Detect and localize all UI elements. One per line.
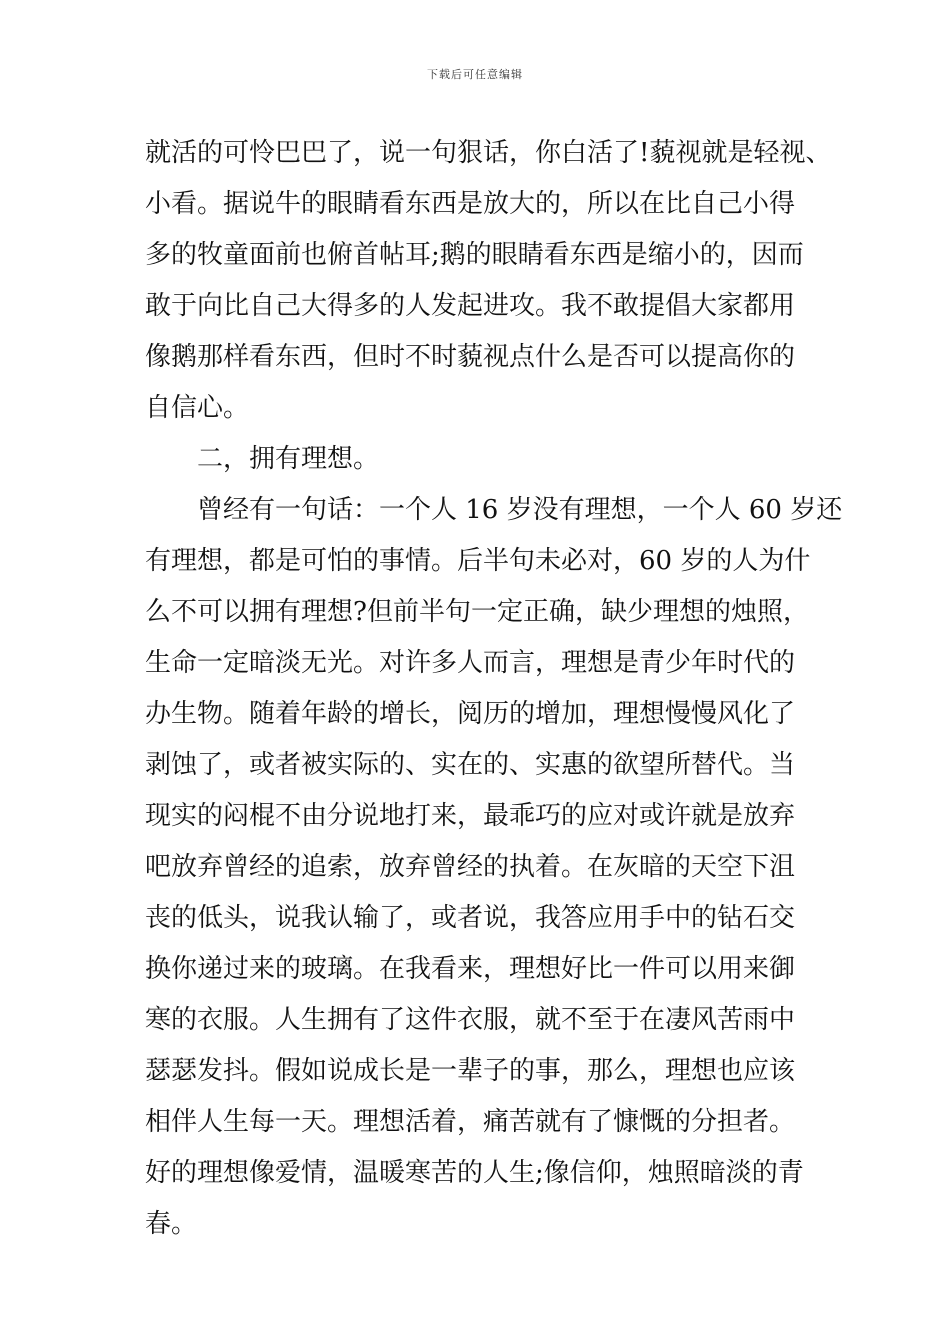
- document-body: [145, 128, 843, 1250]
- text-line: 自信心。: [145, 393, 250, 423]
- text-line: 现实的闷棍不由分说地打来，最乖巧的应对或许就是放弃: [145, 801, 796, 831]
- text-line: 小看。据说牛的眼睛看东西是放大的，所以在比自己小得: [145, 189, 796, 219]
- page-header: 下载后可任意编辑: [427, 68, 523, 81]
- section-heading: [145, 434, 810, 485]
- text-line: 丧的低头，说我认输了，或者说，我答应用手中的钻石交: [145, 903, 796, 933]
- text-line: 好的理想像爱情，温暖寒苦的人生;像信仰，烛照暗淡的青: [145, 1158, 804, 1188]
- text-line: 多的牧童面前也俯首帖耳;鹅的眼睛看东西是缩小的，因而: [145, 240, 804, 270]
- text-line: 有理想，都是可怕的事情。后半句未必对，60 岁的人为什: [145, 546, 811, 576]
- paragraph: [145, 485, 843, 1250]
- text-line: 么不可以拥有理想?但前半句一定正确，缺少理想的烛照，: [145, 597, 809, 627]
- text-line: 春。: [145, 1209, 198, 1239]
- text-line: 生命一定暗淡无光。对许多人而言，理想是青少年时代的: [145, 648, 796, 678]
- text-line: 敢于向比自己大得多的人发起进攻。我不敢提倡大家都用: [145, 291, 796, 321]
- text-line: 像鹅那样看东西，但时不时藐视点什么是否可以提高你的: [145, 342, 796, 372]
- paragraph: [145, 128, 832, 434]
- text-line: 瑟瑟发抖。假如说成长是一辈子的事，那么，理想也应该: [145, 1056, 796, 1086]
- text-line: 剥蚀了，或者被实际的、实在的、实惠的欲望所替代。当: [145, 750, 796, 780]
- text-line: 寒的衣服。人生拥有了这件衣服，就不至于在凄风苦雨中: [145, 1005, 796, 1035]
- text-line: 就活的可怜巴巴了，说一句狠话，你白活了!藐视就是轻视、: [145, 138, 832, 168]
- text-line: 吧放弃曾经的追索，放弃曾经的执着。在灰暗的天空下沮: [145, 852, 796, 882]
- text-line: 相伴人生每一天。理想活着，痛苦就有了慷慨的分担者。: [145, 1107, 796, 1137]
- text-line: 办生物。随着年龄的增长，阅历的增加，理想慢慢风化了: [145, 699, 796, 729]
- text-line: 曾经有一句话：一个人 16 岁没有理想，一个人 60 岁还: [197, 495, 843, 525]
- text-line: 换你递过来的玻璃。在我看来，理想好比一件可以用来御: [145, 954, 796, 984]
- text-line: 二，拥有理想。: [197, 444, 380, 474]
